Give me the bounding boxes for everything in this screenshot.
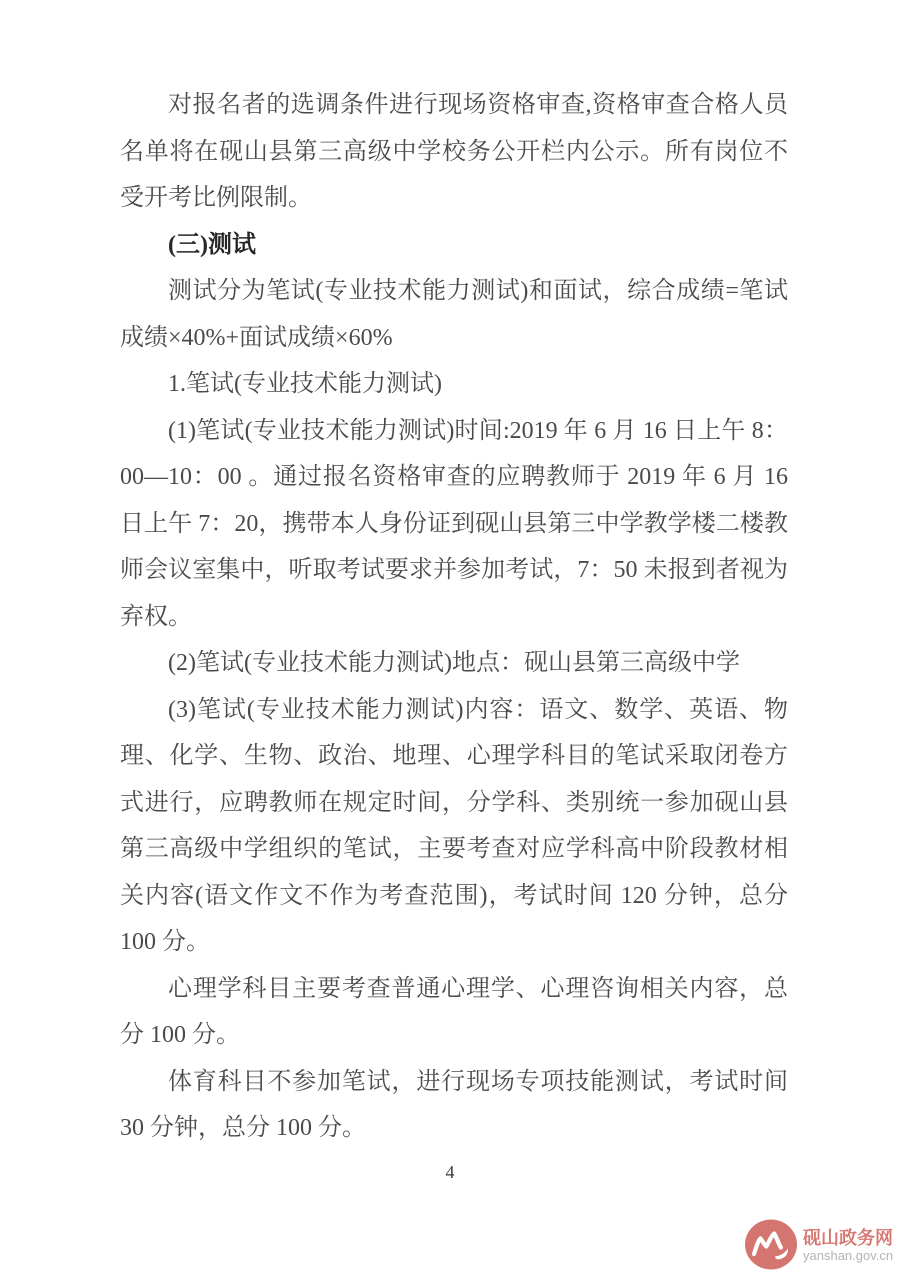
mountain-m-circle-icon — [744, 1219, 798, 1271]
site-name: 砚山政务网 — [803, 1227, 893, 1248]
paragraph-psychology-subject: 心理学科目主要考查普通心理学、心理咨询相关内容，总分 100 分。 — [120, 975, 788, 1048]
section-heading-test: (三)测试 — [168, 231, 256, 258]
document-body — [120, 82, 788, 1152]
paragraph-qualification-review: 对报名者的选调条件进行现场资格审查,资格审查合格人员名单将在砚山县第三高级中学校务公开栏内公示。所有岗位不受开考比例限制。 — [120, 92, 788, 211]
paragraph-written-test-location: (2)笔试(专业技术能力测试)地点：砚山县第三高级中学 — [168, 650, 740, 676]
paragraph-score-formula: 测试分为笔试(专业技术能力测试)和面试，综合成绩=笔试成绩×40%+面试成绩×60% — [120, 278, 788, 351]
paragraph-written-test-title: 1.笔试(专业技术能力测试) — [168, 371, 442, 397]
paragraph-written-test-content: (3)笔试(专业技术能力测试)内容：语文、数学、英语、物理、化学、生物、政治、地理、心理学科目的笔试采取闭卷方式进行，应聘教师在规定时间，分学科、类别统一参加砚山县第三高级中学组织的笔试，主要考查对应学科高中阶段教材相关内容(语文作文不作为考查范围)，考试时间 120 分钟，总分 100 分。 — [120, 696, 788, 955]
page-number: 4 — [445, 1162, 455, 1182]
paragraph-pe-subject: 体育科目不参加笔试，进行现场专项技能测试，考试时间 30 分钟，总分 100 分。 — [120, 1068, 788, 1141]
site-logo — [744, 1219, 893, 1271]
paragraph-written-test-time: (1)笔试(专业技术能力测试)时间:2019 年 6 月 16 日上午 8：00—10：00 。通过报名资格审查的应聘教师于 2019 年 6 月 16 日上午 7：20，携带本人身份证到砚山县第三中学教学楼二楼教师会议室集中，听取考试要求并参加考试，7：50 未报到者视为弃权。 — [120, 417, 788, 630]
site-url: yanshan.gov.cn — [803, 1247, 894, 1263]
site-logo-text — [803, 1228, 893, 1263]
